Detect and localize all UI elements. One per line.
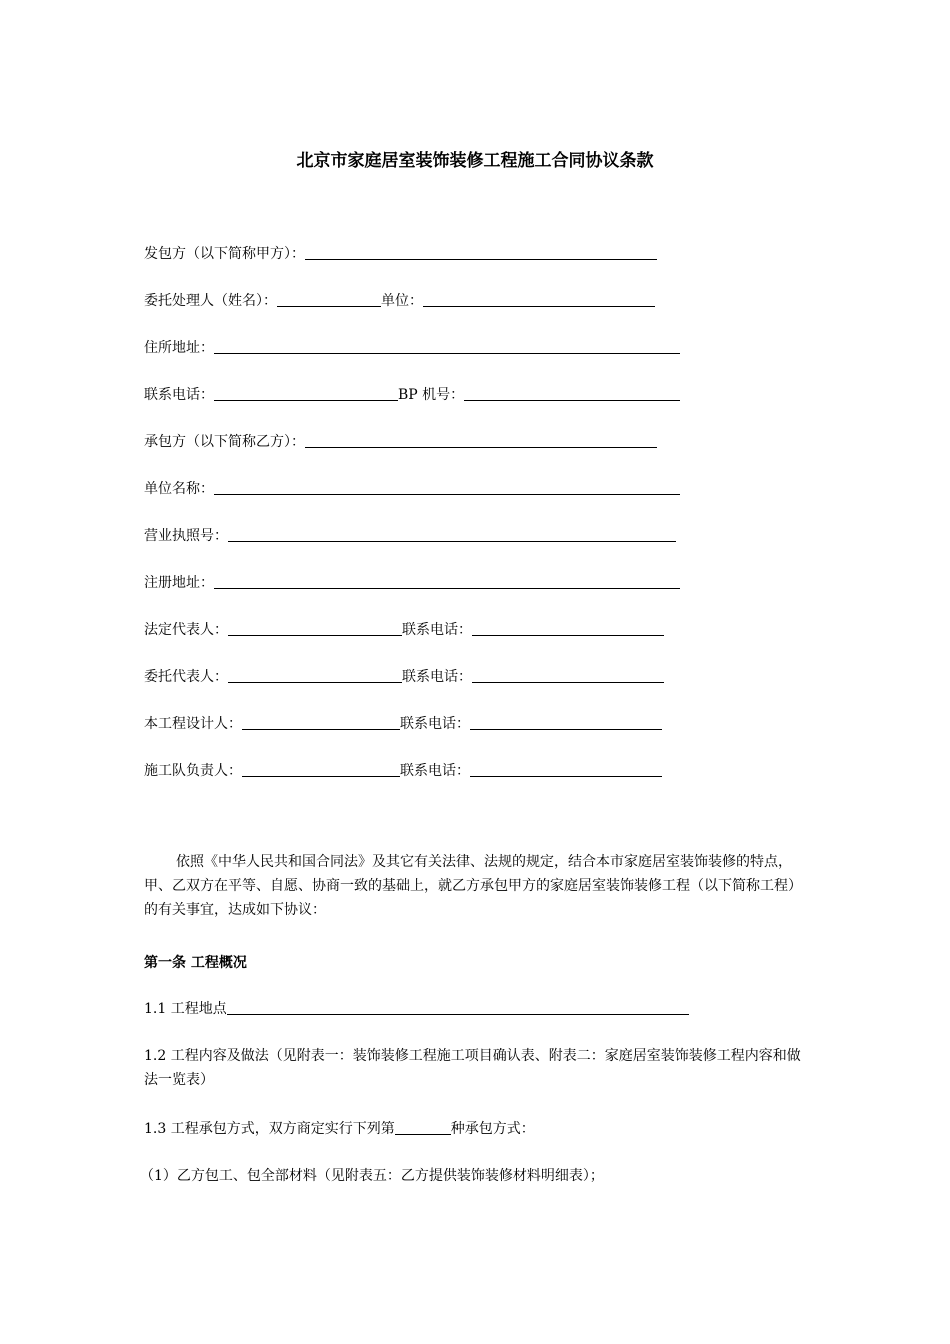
document-title: 北京市家庭居室装饰装修工程施工合同协议条款	[296, 151, 654, 171]
employer-blank[interactable]	[305, 245, 657, 260]
legal-rep-line	[144, 619, 664, 639]
article-1-heading	[144, 952, 247, 972]
phone-label: 联系电话：	[144, 387, 214, 403]
agent-unit-blank[interactable]	[423, 292, 655, 307]
designer-label: 本工程设计人：	[144, 716, 242, 732]
legal-rep-blank[interactable]	[228, 621, 402, 636]
delegate-phone-blank[interactable]	[472, 668, 664, 683]
address-label: 住所地址：	[144, 340, 214, 356]
phone-line	[144, 384, 680, 404]
item-1-1-line	[144, 998, 689, 1018]
legal-rep-phone-label: 联系电话：	[402, 622, 472, 638]
team-lead-label: 施工队负责人：	[144, 763, 242, 779]
item-1-2-paragraph: 1.2 工程内容及做法（见附表一：装饰装修工程施工项目确认表、附表二：家庭居室装饰装修工程内容和做法一览表）	[144, 1048, 801, 1088]
pager-label: BP 机号：	[398, 387, 465, 403]
delegate-label: 委托代表人：	[144, 669, 228, 685]
license-blank[interactable]	[228, 527, 676, 542]
agent-line	[144, 290, 655, 310]
reg-address-label: 注册地址：	[144, 575, 214, 591]
designer-phone-label: 联系电话：	[400, 716, 470, 732]
address-blank[interactable]	[214, 339, 680, 354]
agent-name-blank[interactable]	[277, 292, 381, 307]
delegate-line	[144, 666, 664, 686]
contractor-label: 承包方（以下简称乙方）：	[144, 434, 305, 450]
designer-blank[interactable]	[242, 715, 400, 730]
address-line	[144, 337, 680, 357]
item-1-3-post: 种承包方式：	[450, 1121, 535, 1137]
pager-blank[interactable]	[464, 386, 680, 401]
delegate-blank[interactable]	[228, 668, 402, 683]
item-1-3-line	[144, 1118, 535, 1138]
reg-address-line	[144, 572, 680, 592]
agent-unit-label: 单位：	[381, 293, 423, 309]
employer-line	[144, 243, 657, 263]
team-lead-blank[interactable]	[242, 762, 400, 777]
legal-rep-label: 法定代表人：	[144, 622, 228, 638]
item-1-3-blank[interactable]	[395, 1120, 451, 1135]
preamble-paragraph: 依照《中华人民共和国合同法》及其它有关法律、法规的规定，结合本市家庭居室装饰装修的特点，甲、乙双方在平等、自愿、协商一致的基础上，就乙方承包甲方的家庭居室装饰装修工程（以下简称工程）的有关事宜，达成如下协议：	[144, 854, 802, 918]
team-lead-phone-blank[interactable]	[470, 762, 662, 777]
unit-name-label: 单位名称：	[144, 481, 214, 497]
item-1-1-label: 1.1 工程地点	[144, 1001, 227, 1017]
agent-label: 委托处理人（姓名）：	[144, 293, 277, 309]
item-1-1-blank[interactable]	[227, 1000, 689, 1015]
team-lead-phone-label: 联系电话：	[400, 763, 470, 779]
unit-name-line	[144, 478, 680, 498]
contractor-blank[interactable]	[305, 433, 657, 448]
option-1-text: （1）乙方包工、包全部材料（见附表五：乙方提供装饰装修材料明细表）；	[140, 1168, 604, 1184]
phone-blank[interactable]	[214, 386, 398, 401]
employer-label: 发包方（以下简称甲方）：	[144, 246, 305, 262]
license-line	[144, 525, 676, 545]
team-lead-line	[144, 760, 662, 780]
designer-line	[144, 713, 662, 733]
item-1-3-pre: 1.3 工程承包方式，双方商定实行下列第	[144, 1121, 395, 1137]
unit-name-blank[interactable]	[214, 480, 680, 495]
article-1-heading-text: 第一条 工程概况	[144, 955, 247, 971]
designer-phone-blank[interactable]	[470, 715, 662, 730]
legal-rep-phone-blank[interactable]	[472, 621, 664, 636]
option-1-line	[140, 1165, 604, 1185]
delegate-phone-label: 联系电话：	[402, 669, 472, 685]
reg-address-blank[interactable]	[214, 574, 680, 589]
license-label: 营业执照号：	[144, 528, 228, 544]
contractor-line	[144, 431, 657, 451]
